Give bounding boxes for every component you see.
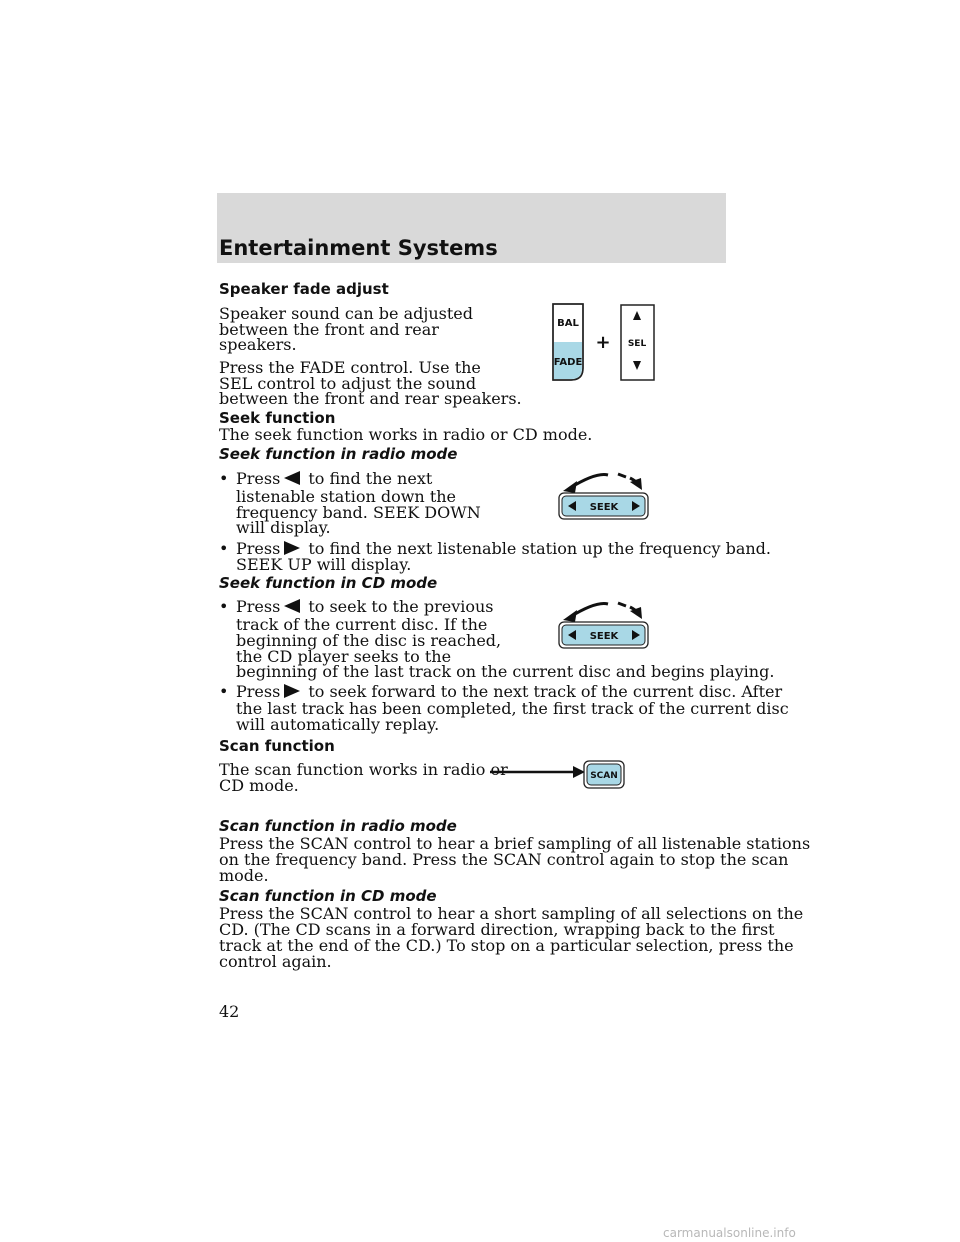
- bal-fade-sel-illustration: [550, 302, 660, 384]
- seek-cd-heading: Seek function in CD mode: [219, 574, 438, 592]
- scan-cd-heading: Scan function in CD mode: [219, 887, 437, 905]
- seek-cd-b2-first: Press to seek forward to the next track of the current disc. After: [236, 682, 783, 701]
- scan-cd-line: Press the SCAN control to hear a short sampling of all selections on the: [219, 904, 804, 923]
- sel-label: SEL: [627, 339, 647, 349]
- seek-right-arrow-icon: [284, 541, 300, 555]
- scan-radio-line: Press the SCAN control to hear a brief sampling of all listenable stations: [219, 834, 811, 853]
- seek-cd-illustration: [556, 592, 652, 652]
- seek-radio-b1-line: will display.: [236, 518, 331, 537]
- watermark: carmanualsonline.info: [663, 1226, 796, 1240]
- seek-left-arrow-icon: [284, 471, 300, 485]
- seek-radio-b2-line: SEEK UP will display.: [236, 555, 412, 574]
- scan-radio-line: mode.: [219, 866, 269, 885]
- section-title: Entertainment Systems: [219, 236, 498, 260]
- scan-cd-line: CD. (The CD scans in a forward direction, wrapping back to the first: [219, 920, 775, 939]
- bullet: •: [219, 682, 229, 701]
- seek-cd-b1-line: the CD player seeks to the: [236, 647, 452, 666]
- seek-button-label: SEEK: [589, 631, 619, 642]
- scan-illustration: [488, 758, 628, 792]
- fade-para1-line: speakers.: [219, 335, 297, 354]
- fade-para1-line: between the front and rear: [219, 320, 439, 339]
- fade-para2-line: SEL control to adjust the sound: [219, 374, 477, 393]
- fade-para2-line: between the front and rear speakers.: [219, 389, 522, 408]
- seek-cd-b1-line: beginning of the last track on the current disc and begins playing.: [236, 662, 775, 681]
- bullet: •: [219, 469, 229, 488]
- seek-button-label: SEEK: [589, 502, 619, 513]
- seek-radio-heading: Seek function in radio mode: [219, 445, 458, 463]
- scan-cd-line: track at the end of the CD.) To stop on a particular selection, press the: [219, 936, 794, 955]
- seek-heading: Seek function: [219, 409, 336, 427]
- scan-cd-line: control again.: [219, 952, 332, 971]
- scan-heading: Scan function: [219, 737, 335, 755]
- bullet: •: [219, 539, 229, 558]
- seek-radio-b1-first: Press to find the next: [236, 469, 433, 488]
- seek-left-arrow-icon: [284, 599, 300, 613]
- plus-label: +: [595, 332, 611, 353]
- page-number: 42: [219, 1002, 240, 1021]
- seek-radio-b1-line: frequency band. SEEK DOWN: [236, 503, 481, 522]
- fade-heading: Speaker fade adjust: [219, 280, 389, 298]
- fade-para1-line: Speaker sound can be adjusted: [219, 304, 473, 323]
- seek-right-arrow-icon: [284, 684, 300, 698]
- seek-cd-b1-line: beginning of the disc is reached,: [236, 631, 502, 650]
- scan-intro-line: CD mode.: [219, 776, 299, 795]
- seek-cd-b2-line: the last track has been completed, the first track of the current disc: [236, 699, 789, 718]
- seek-cd-b1-first: Press to seek to the previous: [236, 597, 494, 616]
- seek-intro: The seek function works in radio or CD mode.: [219, 425, 593, 444]
- seek-cd-b1-line: track of the current disc. If the: [236, 615, 488, 634]
- scan-radio-line: on the frequency band. Press the SCAN control again to stop the scan: [219, 850, 789, 869]
- scan-button-label: SCAN: [590, 771, 618, 781]
- scan-intro-line: The scan function works in radio or: [219, 760, 508, 779]
- seek-cd-b2-line: will automatically replay.: [236, 715, 440, 734]
- seek-radio-b1-line: listenable station down the: [236, 487, 457, 506]
- bullet: •: [219, 597, 229, 616]
- scan-radio-heading: Scan function in radio mode: [219, 817, 457, 835]
- seek-radio-b2-first: Press to find the next listenable station up the frequency band.: [236, 539, 771, 558]
- bal-label: BAL: [557, 318, 579, 329]
- seek-radio-illustration: [556, 463, 652, 523]
- fade-label: FADE: [553, 357, 583, 368]
- fade-para2-line: Press the FADE control. Use the: [219, 358, 481, 377]
